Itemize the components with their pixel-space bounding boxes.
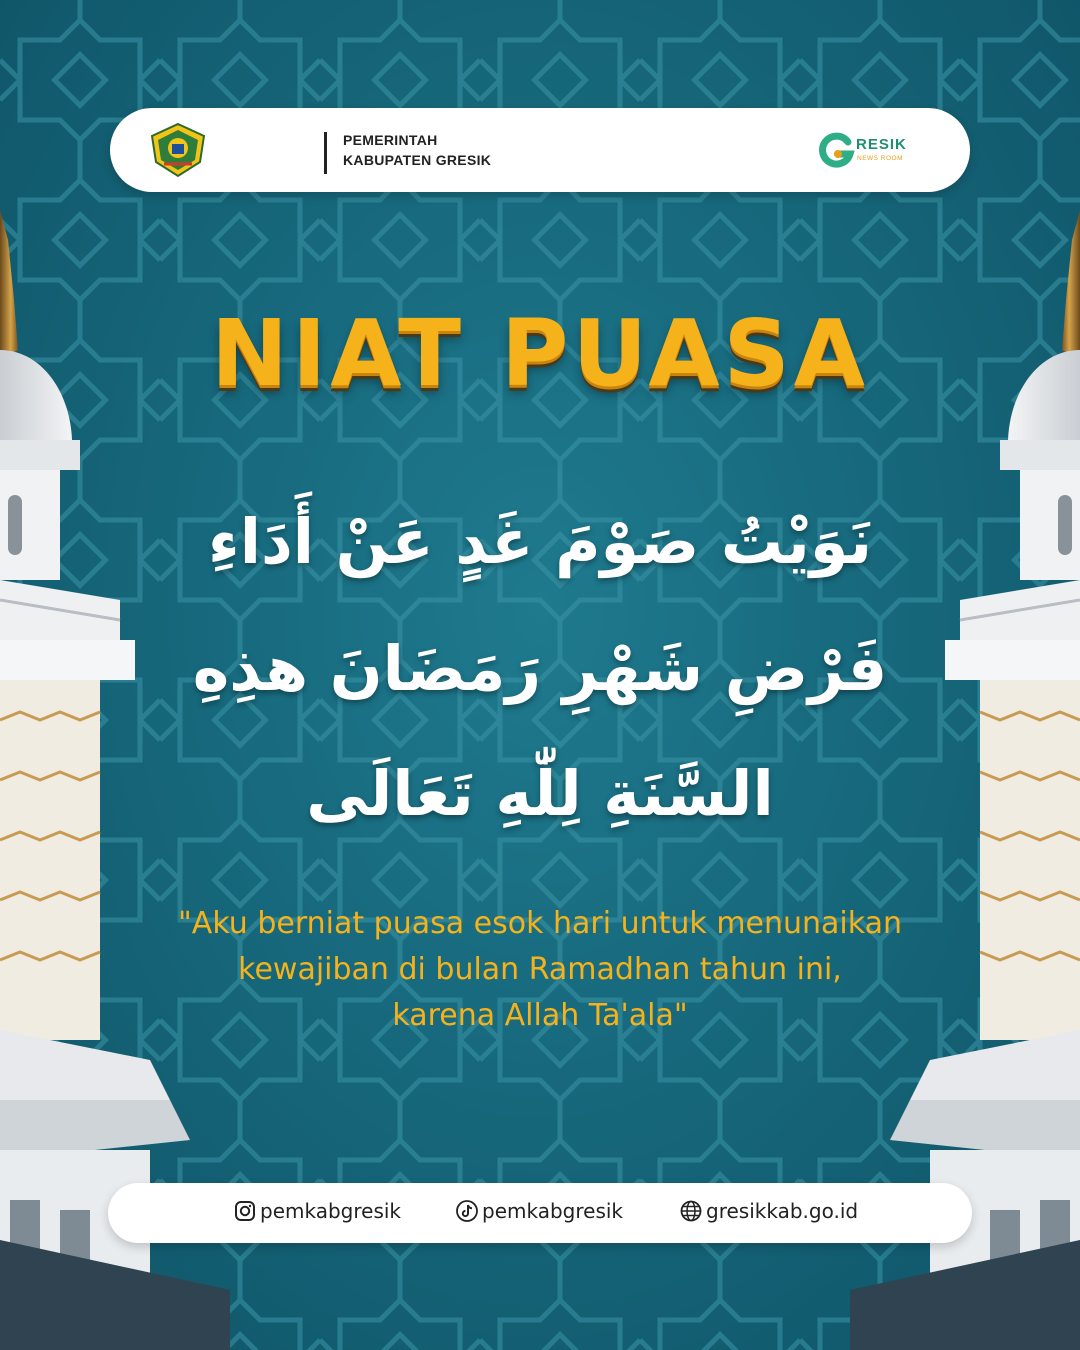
website-link[interactable] (680, 1199, 858, 1223)
headline-title: NIAT PUASA (210, 300, 870, 407)
arabic-line-1: نَوَيْتُ صَوْمَ غَدٍ عَنْ أَدَاءِ (208, 505, 872, 578)
instagram-handle-text: pemkabgresik (260, 1199, 402, 1223)
header-title-line1: PEMERINTAH (343, 132, 438, 148)
translation-line-3: karena Allah Ta'ala" (392, 998, 688, 1033)
header-title-line2: KABUPATEN GRESIK (343, 152, 492, 168)
header-divider (324, 132, 327, 174)
translation-line-2: kewajiban di bulan Ramadhan tahun ini, (238, 952, 842, 987)
tiktok-handle[interactable] (456, 1199, 623, 1223)
arabic-line-2: فَرْضِ شَهْرِ رَمَضَانَ هذِهِ (192, 632, 888, 705)
resik-newsroom-logo (816, 128, 926, 174)
resik-subtitle: NEWS ROOM (857, 155, 904, 162)
website-link-text: gresikkab.go.id (706, 1199, 859, 1223)
resik-wordmark: RESIK (856, 136, 907, 153)
gresik-regency-emblem-icon (150, 122, 206, 178)
tiktok-icon (456, 1200, 478, 1222)
instagram-icon (234, 1200, 256, 1222)
instagram-handle[interactable] (234, 1199, 401, 1223)
footer-bar (108, 1183, 972, 1243)
tiktok-handle-text: pemkabgresik (482, 1199, 624, 1223)
translation-line-1: "Aku berniat puasa esok hari untuk menunaikan (178, 906, 902, 941)
globe-icon (680, 1200, 702, 1222)
arabic-line-3: السَّنَةِ لِلّٰهِ تَعَالَى (306, 757, 774, 830)
header-bar (110, 108, 970, 192)
resik-g-logo-icon (816, 130, 856, 170)
